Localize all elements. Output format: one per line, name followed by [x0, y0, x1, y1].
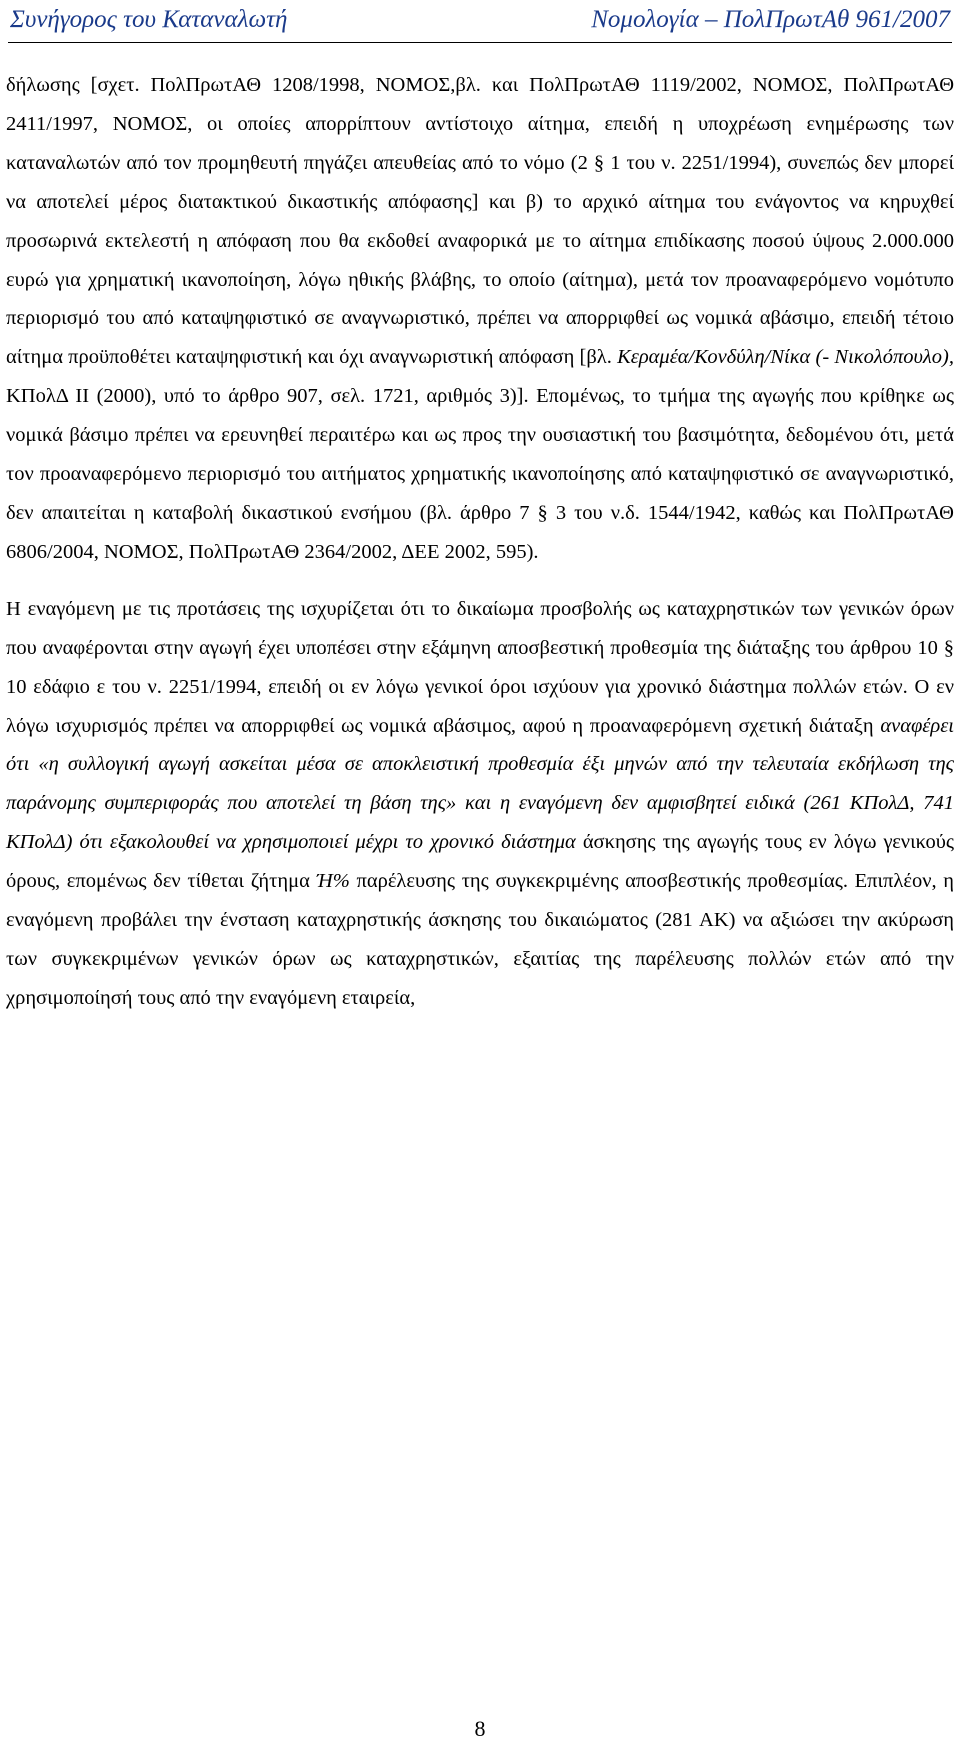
document-body	[6, 66, 954, 1018]
text-run: Η εναγόμενη με τις προτάσεις της ισχυρίζεται ότι το δικαίωμα προσβολής ως καταχρηστικών των γενικών όρων που αναφέρονται στην αγωγή έχει υποπέσει στην εξάμηνη αποσβεστική προθεσμία της διάταξης του άρθρου 10 § 10 εδάφιο ε του ν. 2251/1994, επειδή οι εν λόγω γενικοί όροι ισχύουν για χρονικό διάστημα πολλών ετών. Ο εν λόγω ισχυρισμός πρέπει να απορριφθεί ως νομικά αβάσιμος, αφού η προαναφερόμενη σχετική διάταξη	[6, 597, 954, 737]
paragraph-2	[6, 590, 954, 1018]
page-header	[10, 0, 950, 40]
header-left-title: Συνήγορος του Καταναλωτή	[10, 6, 288, 33]
citation-italic: Κεραμέα/Κονδύλη/Νίκα (- Νικολόπουλο),	[617, 346, 954, 369]
header-right-title: Νομολογία – ΠολΠρωτΑθ 961/2007	[591, 6, 950, 33]
page-number: 8	[474, 1716, 486, 1741]
paragraph-1	[6, 66, 954, 572]
text-run: δήλωσης [σχετ. ΠολΠρωτΑΘ 1208/1998, ΝΟΜΟΣ,βλ. και ΠολΠρωτΑΘ 1119/2002, ΝΟΜΟΣ, ΠολΠρωτΑΘ 2411/1997, ΝΟΜΟΣ, οι οποίες απορρίπτουν αντίστοιχο αίτημα, επειδή η υποχρέωση ενημέρωσης των καταναλωτών από τον προμηθευτή πηγάζει απευθείας από το νόμο (2 § 1 του ν. 2251/1994), συνεπώς δεν μπορεί να αποτελεί μέρος διατακτικού δικαστικής απόφασης] και β) το αρχικό αίτημα του ενάγοντος να κηρυχθεί προσωρινά εκτελεστή η απόφαση που θα εκδοθεί αναφορικά με το αίτημα επιδίκασης ποσού ύψους 2.000.000 ευρώ για χρηματική ικανοποίηση, λόγω ηθικής βλάβης, το οποίο (αίτημα), μετά τον προαναφερόμενο νομότυπο περιορισμό του από καταψηφιστικό σε αναγνωριστικό, πρέπει να απορριφθεί ως νομικά αβάσιμο, επειδή τέτοιο αίτημα προϋποθέτει καταψηφιστική και όχι αναγνωριστική απόφαση [βλ.	[6, 74, 954, 369]
text-run: άσκησης της αγωγής τους εν λόγω γενικούς όρους, επομένως δεν τίθεται ζήτημα	[6, 831, 954, 893]
text-italic: Ή%	[316, 870, 350, 893]
text-run: ΚΠολΔ ΙΙ (2000), υπό το άρθρο 907, σελ. 1721, αριθμός 3)]. Επομένως, το τμήμα της αγωγής που κρίθηκε ως νομικά βάσιμο πρέπει να ερευνηθεί περαιτέρω και ως προς την ουσιαστική του βασιμότητα, δεδομένου ότι, μετά τον προαναφερόμενο περιορισμό του αιτήματος χρηματικής ικανοποίησης από καταψηφιστικό σε αναγνωριστικό, δεν απαιτείται η καταβολή δικαστικού ενσήμου (βλ. άρθρο 7 § 3 του ν.δ. 1544/1942, καθώς και ΠολΠρωτΑΘ 6806/2004, ΝΟΜΟΣ, ΠολΠρωτΑΘ 2364/2002, ΔΕΕ 2002, 595).	[6, 385, 954, 563]
text-run: παρέλευσης της συγκεκριμένης αποσβεστικής προθεσμίας. Επιπλέον, η εναγόμενη προβάλει την ένσταση καταχρηστικής άσκησης του δικαιώματος (281 ΑΚ) να αξιώσει την ακύρωση των συγκεκριμένων γενικών όρων ως καταχρηστικών, εξαιτίας της παρέλευσης πολλών ετών από την χρησιμοποίησή τους από την εναγόμενη εταιρεία,	[6, 870, 954, 1009]
quote-italic: αναφέρει ότι «η συλλογική αγωγή ασκείται μέσα σε αποκλειστική προθεσμία έξι μηνών από την τελευταία εκδήλωση της παράνομης συμπεριφοράς που αποτελεί τη βάση της» και η εναγόμενη δεν αμφισβητεί ειδικά (261 ΚΠολΔ, 741 ΚΠολΔ) ότι εξακολουθεί να χρησιμοποιεί μέχρι το χρονικό διάστημα	[6, 714, 954, 854]
header-divider	[8, 42, 952, 43]
